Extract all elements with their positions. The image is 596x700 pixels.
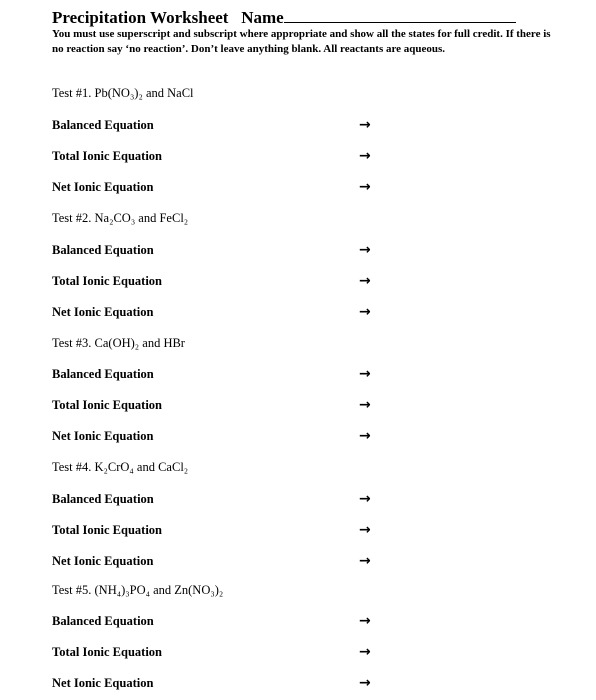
test-1-balanced-arrow: → (359, 117, 371, 133)
test-2-net-ionic-arrow: → (359, 304, 371, 320)
test-4-total-ionic-label: Total Ionic Equation (52, 523, 162, 537)
test-2-total-ionic-arrow: → (359, 273, 371, 289)
test-2-balanced-label: Balanced Equation (52, 243, 154, 257)
test-4-balanced-arrow: → (359, 491, 371, 507)
test-1-total-ionic-arrow: → (359, 148, 371, 164)
test-2-heading: Test #2. Na₂CO₃ and FeCl₂ (52, 211, 189, 225)
test-5-total-ionic-label: Total Ionic Equation (52, 645, 162, 659)
name-blank-line[interactable] (284, 6, 516, 23)
worksheet-title (52, 6, 516, 28)
test-1-net-ionic-label: Net Ionic Equation (52, 180, 154, 194)
test-5-total-ionic-arrow: → (359, 644, 371, 660)
test-3-total-ionic-label: Total Ionic Equation (52, 398, 162, 412)
test-1-total-ionic-label: Total Ionic Equation (52, 149, 162, 163)
test-5-balanced-label: Balanced Equation (52, 614, 154, 628)
test-5-net-ionic-label: Net Ionic Equation (52, 676, 154, 690)
test-3-heading: Test #3. Ca(OH)₂ and HBr (52, 336, 185, 350)
test-3-balanced-arrow: → (359, 366, 371, 382)
test-4-balanced-label: Balanced Equation (52, 492, 154, 506)
test-4-total-ionic-arrow: → (359, 522, 371, 538)
test-2-total-ionic-label: Total Ionic Equation (52, 274, 162, 288)
name-label: Name (241, 8, 284, 27)
instructions: You must use superscript and subscript where appropriate and show all the states for full credit. If there is no reaction say ‘no reaction’. Don’t leave anything blank. All reactants are aqueous. (52, 28, 551, 55)
test-3-total-ionic-arrow: → (359, 397, 371, 413)
test-5-net-ionic-arrow: → (359, 675, 371, 691)
test-3-balanced-label: Balanced Equation (52, 367, 154, 381)
test-4-net-ionic-arrow: → (359, 553, 371, 569)
test-1-net-ionic-arrow: → (359, 179, 371, 195)
test-4-net-ionic-label: Net Ionic Equation (52, 554, 154, 568)
test-3-net-ionic-arrow: → (359, 428, 371, 444)
test-1-balanced-label: Balanced Equation (52, 118, 154, 132)
test-5-balanced-arrow: → (359, 613, 371, 629)
title-text: Precipitation Worksheet (52, 8, 229, 27)
test-3-net-ionic-label: Net Ionic Equation (52, 429, 154, 443)
test-2-net-ionic-label: Net Ionic Equation (52, 305, 154, 319)
test-5-heading: Test #5. (NH₄)₃PO₄ and Zn(NO₃)₂ (52, 583, 224, 597)
test-2-balanced-arrow: → (359, 242, 371, 258)
test-4-heading: Test #4. K₂CrO₄ and CaCl₂ (52, 460, 189, 474)
test-1-heading: Test #1. Pb(NO₃)₂ and NaCl (52, 86, 194, 100)
